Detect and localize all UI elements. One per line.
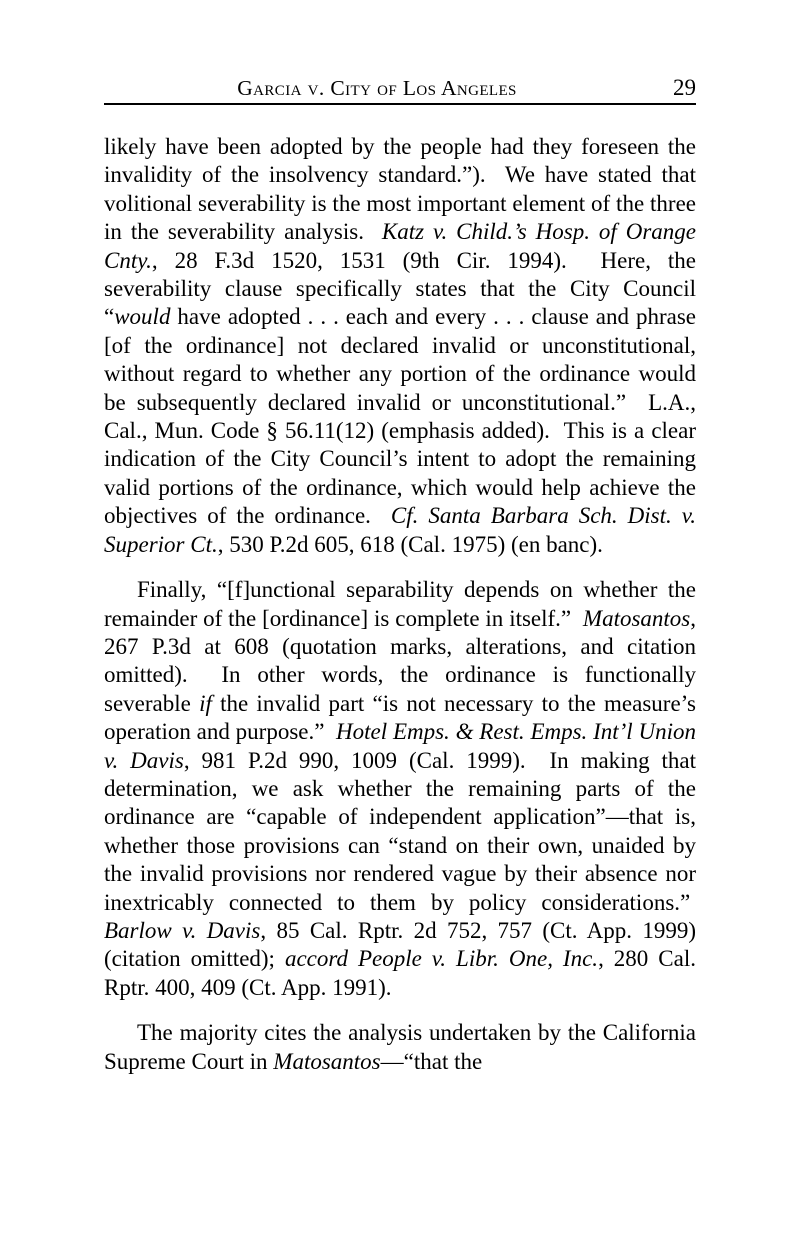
case-title: Garcia v. City of Los Angeles	[237, 76, 517, 100]
text-run: , 530 P.2d 605, 618 (Cal. 1975) (en banc).	[217, 531, 603, 557]
text-run: , 28 F.3d 1520, 1531 (9th Cir. 1994). Here, the severability clause specifically states that the City Council “	[104, 247, 696, 330]
running-header	[104, 75, 696, 101]
text-run: —“that the	[380, 1048, 483, 1074]
text-run: have adopted . . . each and every . . . clause and phrase [of the ordinance] not declared invalid or unconstitutional, without regard to whether any portion of the ordinance would be subsequently declared invalid or unconstitutional.” L.A., Cal., Mun. Code § 56.11(12) (emphasis added). This is a clear indication of the City Council’s intent to adopt the remaining valid portions of the ordinance, which would help achieve the objectives of the ordinance.	[104, 304, 696, 529]
text-run: , 981 P.2d 990, 1009 (Cal. 1999). In making that determination, we ask whether the remaining parts of the ordinance are “capable of independent application”—that is, whether those provisions can “stand on their own, unaided by the invalid provisions nor rendered vague by their absence nor inextricably connected to them by policy considerations.”	[104, 747, 696, 915]
citation-italic: Hotel Emps. & Rest. Emps. Int’l Union v. Davis	[104, 719, 697, 773]
citation-italic: would	[114, 304, 171, 330]
text-run: , 85 Cal. Rptr. 2d 752, 757 (Ct. App. 1999) (citation omitted);	[104, 917, 696, 972]
paragraph	[104, 576, 696, 1002]
text-run: likely have been adopted by the people had they foreseen the invalidity of the insolvency standard.”). We have stated that volitional severability is the most important element of the three in the severability analysis.	[104, 134, 696, 245]
citation-italic: Matosantos	[273, 1048, 381, 1074]
citation-italic: accord People v. Libr. One, Inc.	[284, 946, 599, 972]
citation-italic: Cf. Santa Barbara Sch. Dist. v. Superior Ct.	[104, 503, 696, 557]
opinion-body	[104, 133, 696, 1093]
text-run: , 267 P.3d at 608 (quotation marks, alterations, and citation omitted). In other words, the ordinance is functionally severable	[104, 605, 696, 716]
citation-italic: Barlow v. Davis	[104, 917, 261, 943]
citation-italic: Matosantos	[582, 605, 691, 631]
page-number: 29	[673, 75, 696, 100]
text-run: the invalid part “is not necessary to the measure’s operation and purpose.”	[104, 690, 696, 745]
citation-italic: if	[199, 690, 212, 716]
paragraph	[104, 133, 696, 559]
text-run: , 280 Cal. Rptr. 400, 409 (Ct. App. 1991).	[104, 946, 696, 1000]
text-run: The majority cites the analysis undertaken by the California Supreme Court in	[104, 1020, 696, 1074]
citation-italic: Katz v. Child.’s Hosp. of Orange Cnty.	[104, 219, 696, 273]
paragraph	[104, 1019, 696, 1076]
header-rule	[104, 103, 696, 105]
text-run: Finally, “[f]unctional separability depends on whether the remainder of the [ordinance] is complete in itself.”	[104, 577, 696, 631]
